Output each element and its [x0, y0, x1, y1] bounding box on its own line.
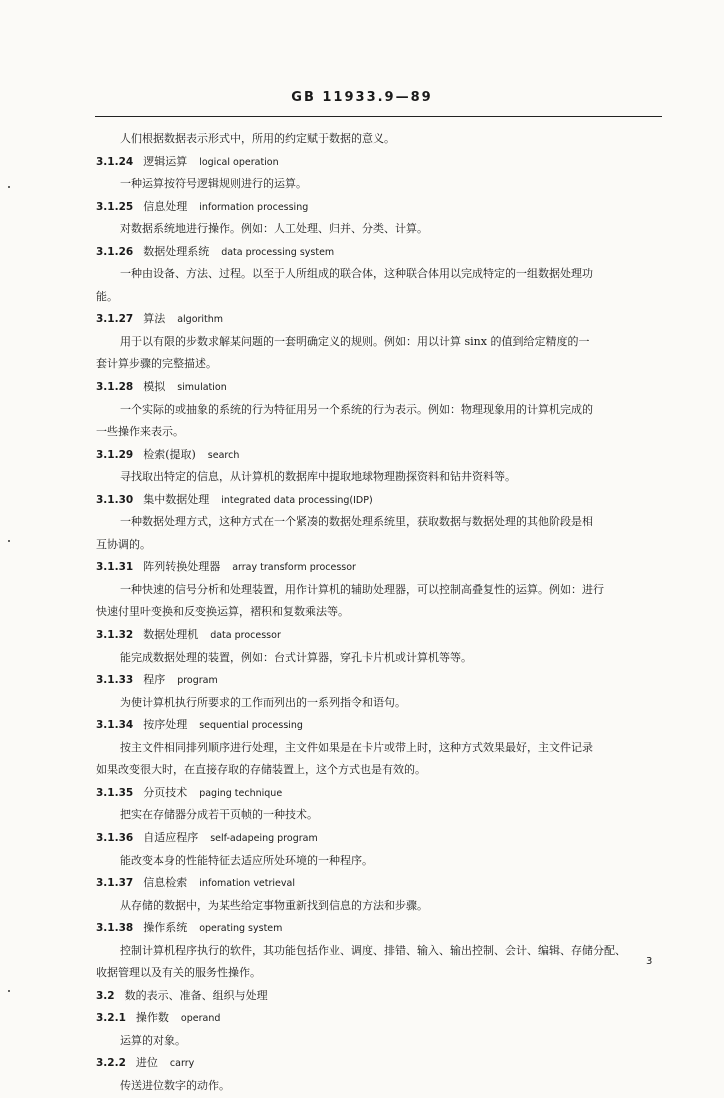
term-number: 3.2.2 [96, 1057, 126, 1070]
term-number: 3.2.1 [96, 1012, 126, 1025]
header-rule [95, 116, 662, 117]
margin-mark [8, 990, 10, 992]
term-english: operand [180, 1013, 221, 1025]
term-chinese: 操作数 [135, 1011, 169, 1025]
definition-text: 把实在存储器分成若干页帧的一种技术。 [120, 808, 318, 822]
definition-text: 能完成数据处理的装置，例如：台式计算器，穿孔卡片机或计算机等等。 [120, 650, 472, 664]
term-english: infomation vetrieval [199, 878, 295, 890]
term-number: 3.1.25 [96, 200, 134, 213]
term-english: algorithm [177, 314, 224, 326]
term-chinese: 逻辑运算 [143, 154, 188, 168]
term-number: 3.1.24 [96, 155, 134, 168]
definition-continuation: 收据管理以及有关的服务性操作。 [96, 966, 261, 980]
term-heading [96, 669, 662, 692]
term-english: data processing system [221, 246, 335, 258]
definition-continuation: 套计算步骤的完整描述。 [96, 357, 217, 371]
term-chinese: 信息检索 [143, 876, 188, 890]
definition-continuation: 快速付里叶变换和反变换运算，褶积和复数乘法等。 [96, 605, 349, 619]
term-heading [96, 872, 662, 895]
definition-continuation: 互协调的。 [96, 537, 151, 551]
term-english: self-adapeing program [210, 832, 318, 844]
term-heading [96, 917, 662, 940]
term-chinese: 操作系统 [143, 921, 188, 935]
term-heading [96, 782, 662, 805]
definition-text: 一种运算按符号逻辑规则进行的运算。 [120, 177, 307, 191]
term-number: 3.1.35 [96, 786, 134, 799]
term-heading [96, 308, 662, 331]
definition-text: 按主文件相同排列顺序进行处理，主文件如果是在卡片或带上时，这种方式效果最好，主文件记录 [120, 740, 593, 754]
term-heading [96, 444, 662, 467]
definition-text: 一种快速的信号分析和处理装置，用作计算机的辅助处理器，可以控制高叠复性的运算。例如：进行 [120, 582, 604, 596]
page-header: GB 11933.9—89 [291, 90, 433, 105]
term-number: 3.1.30 [96, 493, 134, 506]
definition-text: 寻找取出特定的信息，从计算机的数据库中提取地球物理勘探资料和钻井资料等。 [120, 470, 516, 484]
term-heading [96, 1007, 662, 1030]
term-number: 3.1.29 [96, 448, 134, 461]
definition-text: 为使计算机执行所要求的工作而列出的一系列指令和语句。 [120, 695, 406, 709]
term-english: integrated data processing(IDP) [221, 494, 373, 506]
term-heading [96, 241, 662, 264]
term-number: 3.1.33 [96, 674, 134, 687]
page-number: 3 [646, 956, 653, 967]
term-heading [96, 376, 662, 399]
definition-text: 控制计算机程序执行的软件，其功能包括作业、调度、排错、输入、输出控制、会计、编辑、存储分配、 [120, 943, 626, 957]
term-number: 3.1.34 [96, 719, 134, 732]
definition-text: 人们根据数据表示形式中，所用的约定赋于数据的意义。 [120, 132, 395, 145]
term-english: array transform processor [232, 562, 356, 574]
term-heading [96, 1052, 662, 1075]
margin-mark [8, 540, 10, 542]
term-chinese: 信息处理 [143, 199, 188, 213]
term-chinese: 自适应程序 [143, 830, 199, 844]
term-english: sequential processing [199, 720, 303, 732]
definition-text: 传送进位数字的动作。 [120, 1078, 230, 1092]
term-number: 3.1.28 [96, 381, 134, 394]
term-heading [96, 151, 662, 174]
document-body [96, 128, 662, 1098]
term-heading [96, 985, 662, 1008]
definition-continuation: 能。 [96, 289, 118, 303]
definition-continuation: 一些操作来表示。 [96, 425, 184, 439]
term-chinese: 进位 [135, 1056, 158, 1070]
term-number: 3.1.36 [96, 831, 134, 844]
term-number: 3.2 [96, 989, 115, 1002]
term-heading [96, 714, 662, 737]
definition-continuation: 如果改变很大时，在直接存取的存储装置上，这个方式也是有效的。 [96, 763, 426, 777]
definition-text: 能改变本身的性能特征去适应所处环境的一种程序。 [120, 853, 373, 867]
term-heading [96, 556, 662, 579]
definition-text: 对数据系统地进行操作。例如：人工处理、归并、分类、计算。 [120, 222, 428, 236]
definition-text: 一种由设备、方法、过程。以至于人所组成的联合体，这种联合体用以完成特定的一组数据处理功 [120, 267, 593, 281]
term-number: 3.1.26 [96, 245, 134, 258]
definition-text: 一种数据处理方式，这种方式在一个紧凑的数据处理系统里，获取数据与数据处理的其他阶段是相 [120, 515, 593, 529]
term-heading [96, 196, 662, 219]
term-chinese: 数据处理系统 [143, 244, 210, 258]
term-chinese: 模拟 [143, 380, 166, 394]
term-english: operating system [199, 923, 283, 935]
term-english: simulation [177, 382, 227, 394]
term-chinese: 算法 [143, 312, 166, 326]
term-heading [96, 827, 662, 850]
term-chinese: 数的表示、准备、组织与处理 [124, 988, 268, 1002]
term-english: search [207, 449, 240, 461]
term-english: data processor [210, 630, 281, 642]
term-chinese: 阵列转换处理器 [143, 560, 221, 574]
term-number: 3.1.27 [96, 313, 134, 326]
term-english: paging technique [199, 787, 283, 799]
margin-mark [8, 186, 10, 188]
definition-text: 从存储的数据中，为某些给定事物重新找到信息的方法和步骤。 [120, 898, 428, 912]
term-number: 3.1.38 [96, 922, 134, 935]
term-english: information processing [199, 201, 309, 213]
term-english: carry [169, 1058, 195, 1070]
term-number: 3.1.37 [96, 877, 134, 890]
definition-text: 一个实际的或抽象的系统的行为特征用另一个系统的行为表示。例如：物理现象用的计算机完成的 [120, 402, 593, 416]
definition-text: 运算的对象。 [120, 1033, 186, 1047]
term-heading [96, 624, 662, 647]
term-chinese: 数据处理机 [143, 628, 199, 642]
term-number: 3.1.31 [96, 561, 134, 574]
term-chinese: 按序处理 [143, 718, 188, 732]
definition-text: 用于以有限的步数求解某问题的一套明确定义的规则。例如：用以计算 sinx 的值到给定精度的一 [120, 334, 590, 348]
term-number: 3.1.32 [96, 629, 134, 642]
term-heading [96, 489, 662, 512]
term-chinese: 集中数据处理 [143, 492, 210, 506]
term-chinese: 分页技术 [143, 785, 188, 799]
term-english: program [177, 675, 218, 687]
term-chinese: 检索(提取) [143, 447, 196, 461]
term-english: logical operation [199, 156, 279, 168]
term-chinese: 程序 [143, 673, 166, 687]
